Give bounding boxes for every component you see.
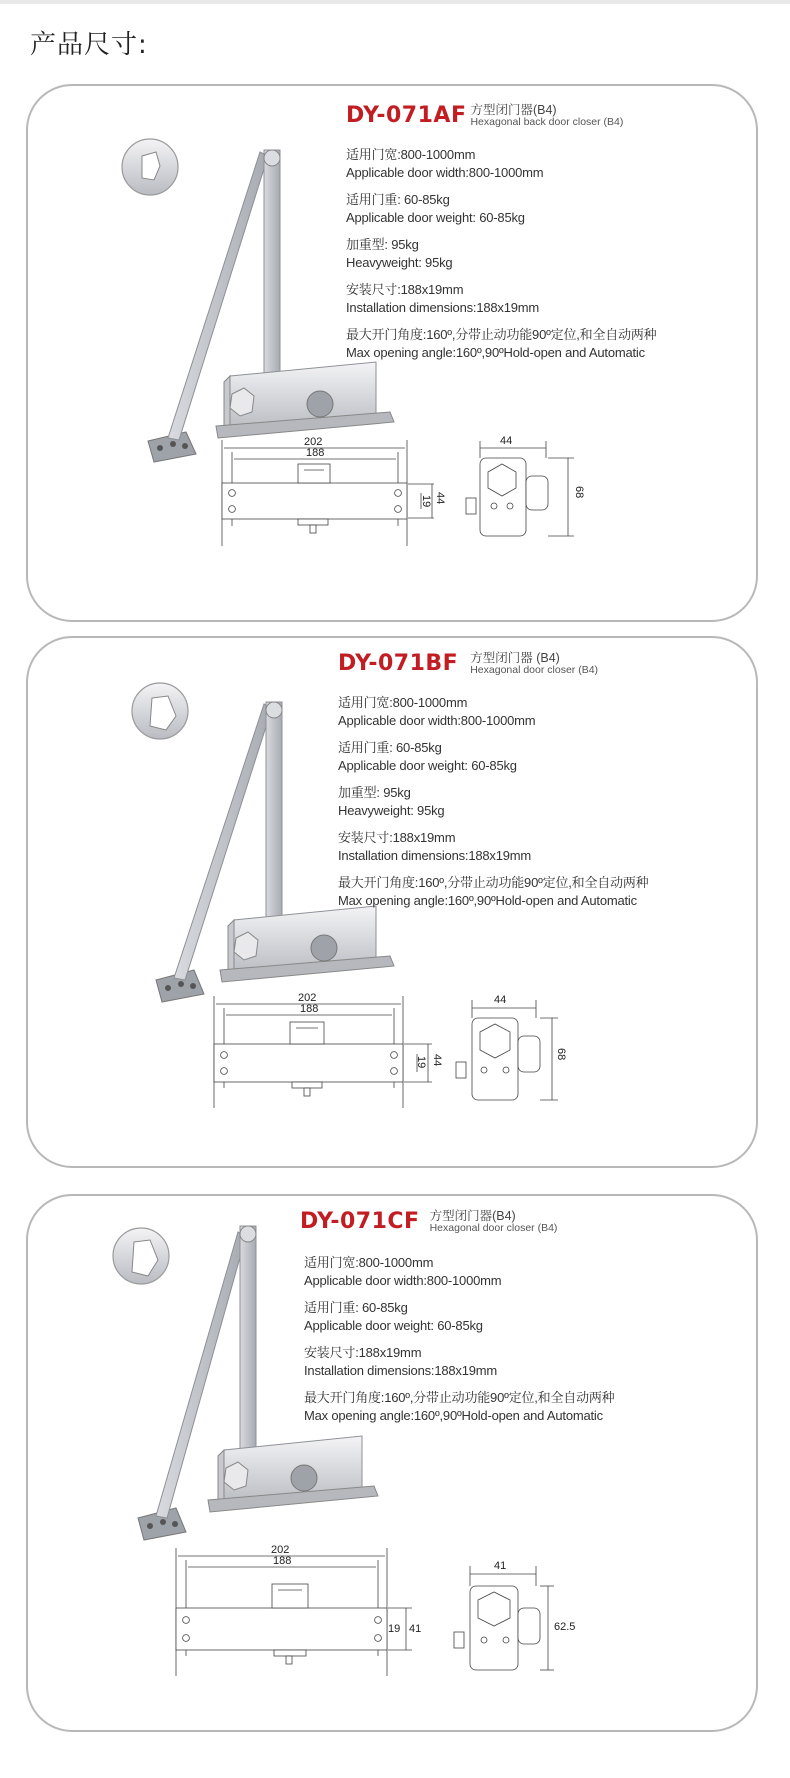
spec-opening-angle: 最大开门角度:160º,分带止动功能90º定位,和全自动两种 Max opening angle:160º,90ºHold-open and Automatic	[304, 1390, 615, 1423]
spec-door-width: 适用门宽:800-1000mm Applicable door width:800-1000mm	[338, 695, 536, 728]
front-dimension-drawing	[222, 440, 434, 546]
dim-install-length: 188	[306, 447, 325, 459]
top-divider	[0, 0, 790, 4]
spec-list	[338, 694, 648, 919]
dim-height-41: 41	[409, 1623, 422, 1635]
spec-door-width: 适用门宽:800-1000mm Applicable door width:800-1000mm	[304, 1255, 502, 1288]
dim-side-height: 62.5	[554, 1621, 576, 1633]
dim-height-19: 19	[420, 495, 432, 508]
dim-height-19: 19	[415, 1056, 427, 1069]
hex-detail-inset	[132, 683, 188, 739]
product-name-en: Hexagonal door closer (B4)	[429, 1222, 558, 1234]
spec-door-weight: 适用门重: 60-85kg Applicable door weight: 60-85kg	[346, 192, 525, 225]
product-card-dy-071af	[26, 84, 758, 622]
spec-heavyweight: 加重型: 95kg Heavyweight: 95kg	[346, 237, 453, 270]
side-dimension-drawing	[454, 1566, 554, 1670]
dim-side-width: 41	[494, 1560, 507, 1572]
dim-overall-length: 202	[304, 436, 323, 448]
product-name-cn: 方型闭门器(B4)	[470, 103, 557, 117]
product-card-dy-071bf	[26, 636, 758, 1168]
dim-side-height: 68	[573, 486, 585, 499]
product-name-en: Hexagonal door closer (B4)	[470, 664, 599, 676]
product-name-cn: 方型闭门器 (B4)	[470, 651, 560, 665]
dim-install-length: 188	[300, 1003, 319, 1015]
spec-installation: 安装尺寸:188x19mm Installation dimensions:188x19mm	[304, 1345, 498, 1378]
spec-installation: 安装尺寸:188x19mm Installation dimensions:188x19mm	[338, 830, 532, 863]
spec-opening-angle: 最大开门角度:160º,分带止动功能90º定位,和全自动两种 Max opening angle:160º,90ºHold-open and Automatic	[338, 875, 649, 908]
product-name-en: Hexagonal back door closer (B4)	[470, 116, 624, 128]
product-name-cn: 方型闭门器(B4)	[429, 1209, 516, 1223]
dim-install-length: 188	[273, 1555, 292, 1567]
front-dimension-drawing	[176, 1548, 412, 1676]
spec-door-width: 适用门宽:800-1000mm Applicable door width:800-1000mm	[346, 147, 544, 180]
spec-list	[346, 146, 656, 371]
dim-side-width: 44	[500, 435, 513, 447]
dim-height-44: 44	[434, 492, 446, 505]
dim-side-width: 44	[494, 994, 507, 1006]
spec-opening-angle: 最大开门角度:160º,分带止动功能90º定位,和全自动两种 Max opening angle:160º,90ºHold-open and Automatic	[346, 327, 657, 360]
dim-height-44: 44	[431, 1054, 443, 1067]
side-dimension-drawing	[456, 1000, 558, 1100]
dim-side-height: 68	[555, 1048, 567, 1061]
hex-detail-inset	[113, 1228, 169, 1284]
front-dimension-drawing	[214, 996, 432, 1108]
model-number: DY-071CF	[300, 1209, 420, 1234]
model-number: DY-071BF	[338, 651, 459, 676]
page-title: 产品尺寸:	[30, 30, 148, 60]
model-number: DY-071AF	[346, 103, 467, 128]
spec-installation: 安装尺寸:188x19mm Installation dimensions:188x19mm	[346, 282, 540, 315]
spec-list	[304, 1254, 614, 1434]
spec-heavyweight: 加重型: 95kg Heavyweight: 95kg	[338, 785, 445, 818]
spec-door-weight: 适用门重: 60-85kg Applicable door weight: 60-85kg	[338, 740, 517, 773]
hex-detail-inset	[122, 139, 178, 195]
dim-overall-length: 202	[298, 992, 317, 1004]
dim-height-19: 19	[388, 1623, 401, 1635]
spec-door-weight: 适用门重: 60-85kg Applicable door weight: 60-85kg	[304, 1300, 483, 1333]
dim-overall-length: 202	[271, 1544, 290, 1556]
side-dimension-drawing	[466, 441, 574, 536]
product-card-dy-071cf	[26, 1194, 758, 1732]
